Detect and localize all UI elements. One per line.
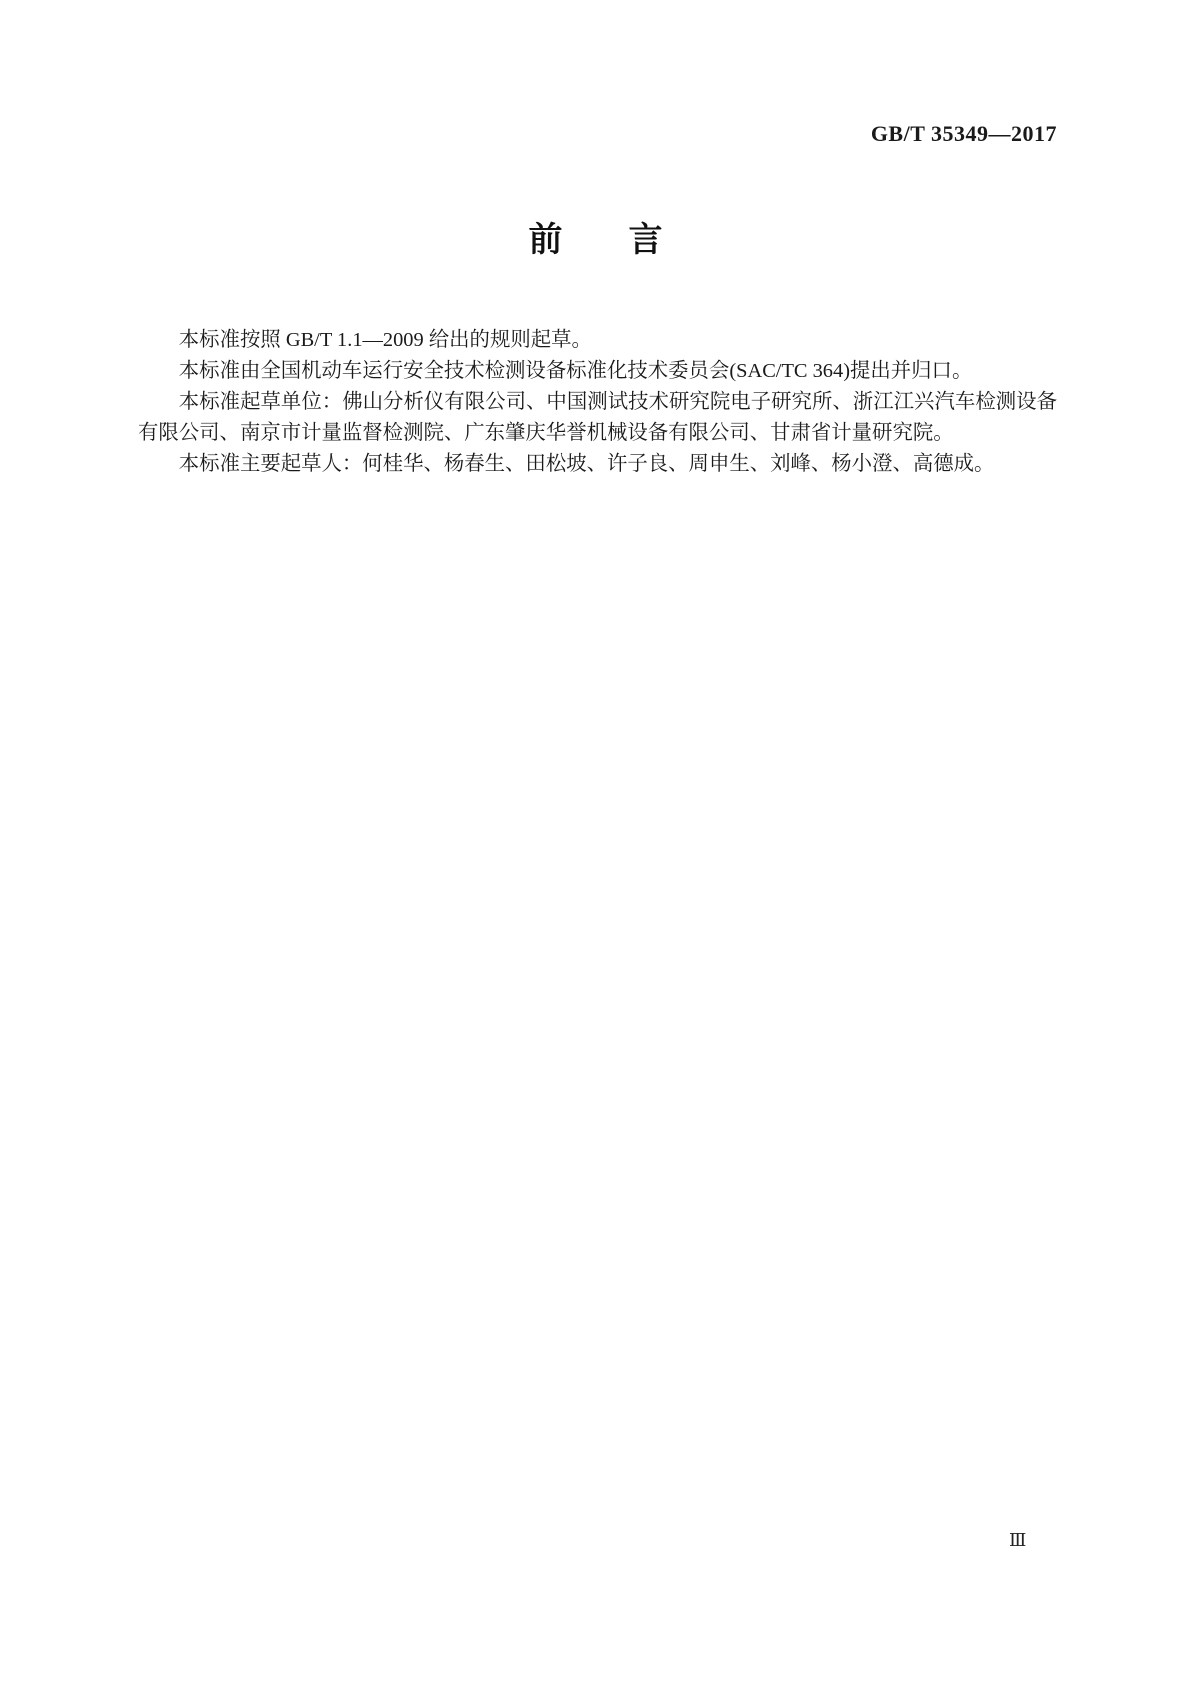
foreword-title-char-first: 前 [528,221,563,259]
paragraph-drafting-rules: 本标准按照 GB/T 1.1—2009 给出的规则起草。 [178,329,592,351]
paragraph-main-drafters: 本标准主要起草人：何桂华、杨春生、田松坡、许子良、周申生、刘峰、杨小澄、高德成。 [178,453,995,475]
foreword-title [0,220,1191,261]
standard-number: GB/T 35349—2017 [870,121,1057,146]
foreword-title-char-second: 言 [628,221,663,259]
page-number: Ⅲ [1009,1530,1027,1551]
paragraph-proposing-committee: 本标准由全国机动车运行安全技术检测设备标准化技术委员会(SAC/TC 364)提出并归口。 [178,360,973,382]
foreword-body [138,325,1057,480]
paragraph-drafting-organizations: 本标准起草单位：佛山分析仪有限公司、中国测试技术研究院电子研究所、浙江江兴汽车检测设备有限公司、南京市计量监督检测院、广东肇庆华誉机械设备有限公司、甘肃省计量研究院。 [138,391,1057,444]
